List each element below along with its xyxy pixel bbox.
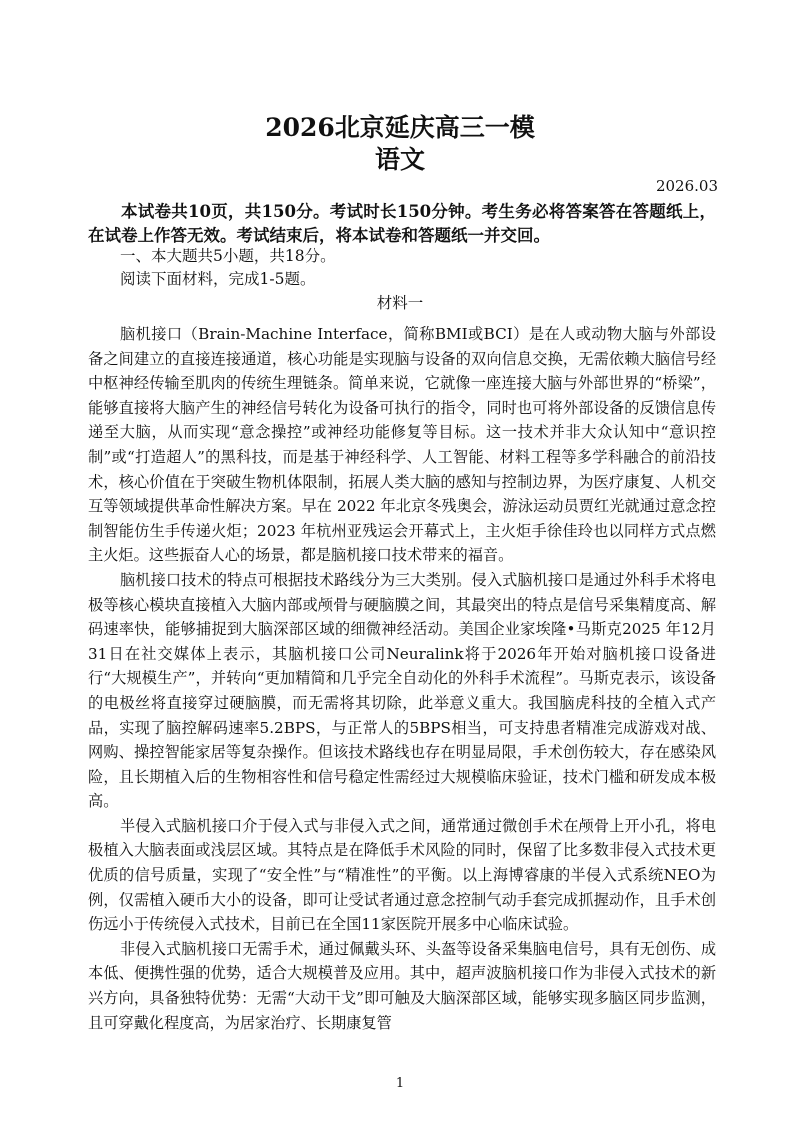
paragraph-3: 半侵入式脑机接口介于侵入式与非侵入式之间，通常通过微创手术在颅骨上开小孔，将电极植入大脑表面或浅层区域。其特点是在降低手术风险的同时，保留了比多数非侵入式技术更优质的信号质量，实现了“安全性”与“精准性”的平衡。以上海博睿康的半侵入式系统NEO为例，仅需植入硬币大小的设备，即可让受试者通过意念控制气动手套完成抓握动作，且手术创伤远小于传统侵入式技术，目前已在全国11家医院开展多中心临床试验。 — [88, 816, 716, 934]
page-number: 1 — [395, 1076, 405, 1091]
page-title: 2026北京延庆高三一模 — [265, 113, 535, 142]
subject-title: 语文 — [374, 145, 425, 174]
material-title: 材料一 — [376, 294, 424, 312]
exam-date: 2026.03 — [655, 177, 718, 195]
section-heading: 一、本大题共5小题，共18分。 — [120, 247, 336, 265]
exam-notice: 本试卷共10页，共150分。考试时长150分钟。考生务必将答案答在答题纸上，在试卷上作答无效。考试结束后，将本试卷和答题纸一并交回。 — [88, 202, 716, 245]
paragraph-2: 脑机接口技术的特点可根据技术路线分为三大类别。侵入式脑机接口是通过外科手术将电极等核心模块直接植入大脑内部或颅骨与硬脑膜之间，其最突出的特点是信号采集精度高、解码速率快，能够捕捉到大脑深部区域的细微神经活动。美国企业家埃隆•马斯克2025 年12月31日在社交媒体上表示，其脑机接口公司Neuralink将于2026年开始对脑机接口设备进行“大规模生产”，并转向“更加精简和几乎完全自动化的外科手术流程”。马斯克表示，该设备的电极丝将直接穿过硬脑膜，而无需将其切除，此举意义重大。我国脑虎科技的全植入式产品，实现了脑控解码速率5.2BPS，与正常人的5BPS相当，可支持患者精准完成游戏对战、网购、操控智能家居等复杂操作。但该技术路线也存在明显局限，手术创伤较大，存在感染风险，且长期植入后的生物相容性和信号稳定性需经过大规模临床验证，技术门槛和研发成本极高。 — [88, 570, 716, 811]
reading-material — [88, 322, 716, 1035]
paragraph-4: 非侵入式脑机接口无需手术，通过佩戴头环、头盔等设备采集脑电信号，具有无创伤、成本低、便携性强的优势，适合大规模普及应用。其中，超声波脑机接口作为非侵入式技术的新兴方向，具备独特优势：无需“大动干戈”即可触及大脑深部区域，能够实现多脑区同步监测，且可穿戴化程度高，为居家治疗、长期康复管 — [88, 939, 716, 1032]
paragraph-1: 脑机接口（Brain-Machine Interface，简称BMI或BCI）是在人或动物大脑与外部设备之间建立的直接连接通道，核心功能是实现脑与设备的双向信息交换，无需依赖大脑信号经中枢神经传输至肌肉的传统生理链条。简单来说，它就像一座连接大脑与外部世界的“桥梁”，能够直接将大脑产生的神经信号转化为设备可执行的指令，同时也可将外部设备的反馈信息传递至大脑，从而实现“意念操控”或神经功能修复等目标。这一技术并非大众认知中“意识控制”或“打造超人”的黑科技，而是基于神经科学、人工智能、材料工程等多学科融合的前沿技术，核心价值在于突破生物机体限制，拓展人类大脑的感知与控制边界，为医疗康复、人机交互等领域提供革命性解决方案。早在 2022 年北京冬残奥会，游泳运动员贾红光就通过意念控制智能仿生手传递火炬；2023 年杭州亚残运会开幕式上，主火炬手徐佳玲也以同样方式点燃主火炬。这些振奋人心的场景，都是脑机接口技术带来的福音。 — [88, 325, 716, 565]
section-instruction: 阅读下面材料，完成1-5题。 — [120, 270, 316, 288]
